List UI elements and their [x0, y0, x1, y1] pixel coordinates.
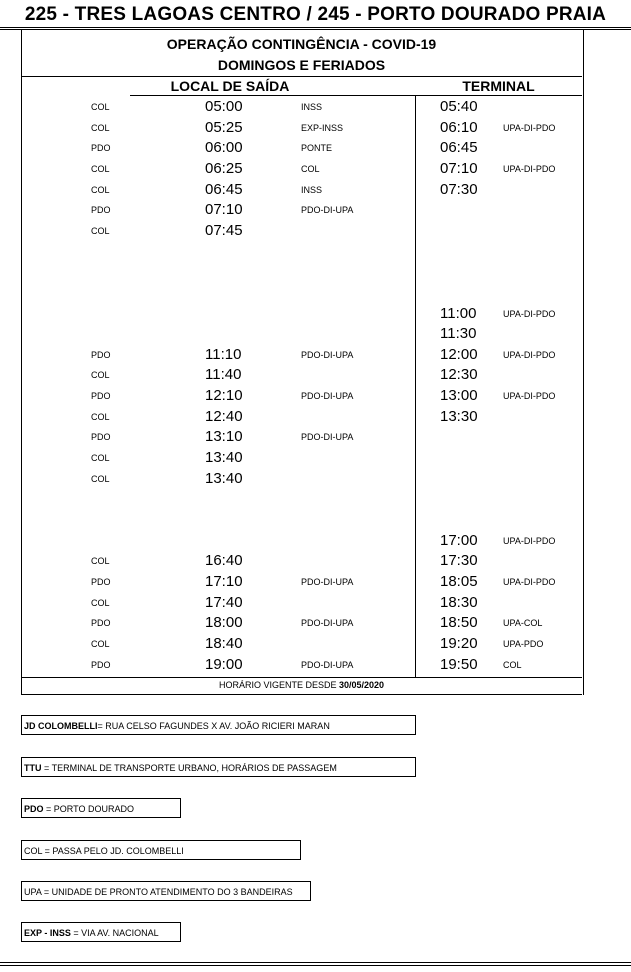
- terminal-time: 18:50: [440, 614, 478, 632]
- subtitle-operation: OPERAÇÃO CONTINGÊNCIA - COVID-19: [166, 36, 437, 52]
- terminal-route: UPA-COL: [503, 618, 543, 629]
- departure-route: PDO-DI-UPA: [301, 205, 354, 216]
- table-row: [0, 283, 631, 303]
- table-row: [0, 469, 631, 489]
- terminal-time: 07:30: [440, 180, 478, 198]
- departure-code: COL: [91, 453, 110, 464]
- terminal-route: UPA-DI-PDO: [503, 391, 556, 402]
- departure-code: PDO: [91, 432, 111, 443]
- departure-code: COL: [91, 638, 110, 649]
- table-row: [0, 242, 631, 262]
- departure-code: COL: [91, 556, 110, 567]
- departure-route: PDO-DI-UPA: [301, 391, 354, 402]
- departure-time: 13:40: [205, 449, 243, 467]
- departure-time: 06:00: [205, 139, 243, 157]
- valid-from-date: 30/05/2020: [338, 680, 385, 690]
- table-row: [0, 200, 631, 220]
- departure-time: 17:40: [205, 593, 243, 611]
- table-row: [0, 572, 631, 592]
- bottom-divider: [0, 962, 631, 963]
- table-row: [0, 180, 631, 200]
- legend-exp-inss: [21, 922, 181, 942]
- terminal-time: 19:50: [440, 655, 478, 673]
- table-row: [0, 634, 631, 654]
- departure-code: COL: [91, 163, 110, 174]
- legend-text: = TERMINAL DE TRANSPORTE URBANO, HORÁRIOS DE PASSAGEM: [41, 763, 337, 773]
- departure-time: 07:10: [205, 201, 243, 219]
- table-row: [0, 262, 631, 282]
- legend-text: = PORTO DOURADO: [43, 804, 134, 814]
- title-divider: [0, 27, 631, 28]
- table-row: [0, 593, 631, 613]
- departure-code: COL: [91, 184, 110, 195]
- terminal-time: 19:20: [440, 634, 478, 652]
- footer-divider-top: [21, 677, 582, 678]
- departure-time: 18:40: [205, 634, 243, 652]
- terminal-route: COL: [503, 659, 522, 670]
- terminal-time: 13:30: [440, 407, 478, 425]
- departure-time: 11:10: [205, 345, 242, 363]
- departure-time: 17:10: [205, 572, 243, 590]
- departure-code: COL: [91, 411, 110, 422]
- departure-time: 16:40: [205, 552, 243, 570]
- column-header-terminal: TERMINAL: [462, 78, 535, 94]
- departure-code: COL: [91, 370, 110, 381]
- terminal-time: 06:10: [440, 118, 478, 136]
- table-row: [0, 118, 631, 138]
- table-row: [0, 407, 631, 427]
- column-header-divider: [130, 95, 582, 96]
- departure-code: PDO: [91, 618, 111, 629]
- departure-code: PDO: [91, 576, 111, 587]
- footer-divider-bottom: [21, 694, 582, 695]
- departure-code: PDO: [91, 659, 111, 670]
- terminal-route: UPA-DI-PDO: [503, 122, 556, 133]
- table-row: [0, 159, 631, 179]
- departure-time: 13:40: [205, 469, 243, 487]
- departure-time: 18:00: [205, 614, 243, 632]
- departure-time: 07:45: [205, 221, 243, 239]
- departure-time: 12:10: [205, 387, 243, 405]
- terminal-route: UPA-PDO: [503, 638, 544, 649]
- departure-route: EXP-INSS: [301, 122, 344, 133]
- departure-code: PDO: [91, 143, 111, 154]
- terminal-time: 11:30: [440, 325, 477, 343]
- table-row: [0, 613, 631, 633]
- legend-key: TTU: [24, 763, 42, 773]
- terminal-time: 13:00: [440, 387, 478, 405]
- terminal-time: 12:30: [440, 366, 478, 384]
- departure-code: PDO: [91, 349, 111, 360]
- departure-code: PDO: [91, 205, 111, 216]
- departure-route: INSS: [301, 102, 323, 112]
- departure-code: COL: [91, 473, 110, 484]
- terminal-time: 12:00: [440, 345, 478, 363]
- departure-route: COL: [301, 163, 320, 174]
- terminal-time: 11:00: [440, 304, 477, 322]
- terminal-time: 06:45: [440, 139, 478, 157]
- legend-text: UPA = UNIDADE DE PRONTO ATENDIMENTO DO 3 BANDEIRAS: [24, 887, 293, 897]
- valid-from-label: HORÁRIO VIGENTE DESDE: [218, 680, 339, 690]
- legend-text: = VIA AV. NACIONAL: [70, 928, 159, 938]
- legend-text: COL = PASSA PELO JD. COLOMBELLI: [24, 846, 184, 856]
- subtitle-days: DOMINGOS E FERIADOS: [217, 57, 386, 73]
- legend-jd-colombelli: [21, 715, 416, 735]
- page-title: 225 - TRES LAGOAS CENTRO / 245 - PORTO DOURADO PRAIA: [24, 4, 607, 25]
- departure-code: COL: [91, 225, 110, 236]
- departure-code: PDO: [91, 391, 111, 402]
- departure-route: PDO-DI-UPA: [301, 659, 354, 670]
- table-row: [0, 365, 631, 385]
- table-row: [0, 138, 631, 158]
- departure-route: PONTE: [301, 143, 333, 154]
- table-row: [0, 551, 631, 571]
- legend-ttu: [21, 757, 416, 777]
- terminal-time: 07:10: [440, 159, 478, 177]
- departure-time: 13:10: [205, 428, 243, 446]
- legend-key: JD COLOMBELLI: [24, 721, 98, 731]
- terminal-time: 17:00: [440, 531, 478, 549]
- bottom-divider-2: [0, 965, 631, 966]
- departure-route: PDO-DI-UPA: [301, 618, 354, 629]
- table-row: [0, 304, 631, 324]
- departure-code: COL: [91, 122, 110, 133]
- departure-route: PDO-DI-UPA: [301, 432, 354, 443]
- departure-time: 11:40: [205, 366, 242, 384]
- legend-upa: [21, 881, 311, 901]
- departure-code: COL: [91, 597, 110, 608]
- departure-time: 06:45: [205, 180, 243, 198]
- terminal-route: UPA-DI-PDO: [503, 349, 556, 360]
- departure-time: 05:00: [205, 98, 243, 115]
- departure-route: INSS: [301, 184, 323, 195]
- departure-time: 06:25: [205, 159, 243, 177]
- table-row: [0, 97, 631, 117]
- table-row: [0, 489, 631, 509]
- terminal-route: UPA-DI-PDO: [503, 308, 556, 319]
- table-row: [0, 386, 631, 406]
- terminal-time: 18:30: [440, 593, 478, 611]
- terminal-route: UPA-DI-PDO: [503, 576, 556, 587]
- valid-from-note: [21, 680, 582, 690]
- legend-key: EXP - INSS: [24, 928, 71, 938]
- table-row: [0, 324, 631, 344]
- terminal-route: UPA-DI-PDO: [503, 163, 556, 174]
- departure-time: 12:40: [205, 407, 243, 425]
- table-row: [0, 510, 631, 530]
- header-divider: [21, 76, 582, 77]
- legend-pdo: [21, 798, 181, 818]
- terminal-time: 17:30: [440, 552, 478, 570]
- departure-route: PDO-DI-UPA: [301, 576, 354, 587]
- departure-time: 19:00: [205, 655, 243, 673]
- legend-text: = RUA CELSO FAGUNDES X AV. JOÃO RICIERI MARAN: [97, 721, 330, 731]
- table-row: [0, 531, 631, 551]
- table-row: [0, 448, 631, 468]
- terminal-time: 05:40: [440, 98, 478, 115]
- table-row: [0, 345, 631, 365]
- departure-code: COL: [91, 102, 110, 112]
- legend-col: [21, 840, 301, 860]
- terminal-time: 18:05: [440, 572, 478, 590]
- table-row: [0, 655, 631, 675]
- table-row: [0, 427, 631, 447]
- terminal-route: UPA-DI-PDO: [503, 535, 556, 546]
- table-row: [0, 221, 631, 241]
- departure-time: 05:25: [205, 118, 243, 136]
- legend-key: PDO: [24, 804, 44, 814]
- departure-route: PDO-DI-UPA: [301, 349, 354, 360]
- column-header-departure: LOCAL DE SAÍDA: [170, 78, 290, 94]
